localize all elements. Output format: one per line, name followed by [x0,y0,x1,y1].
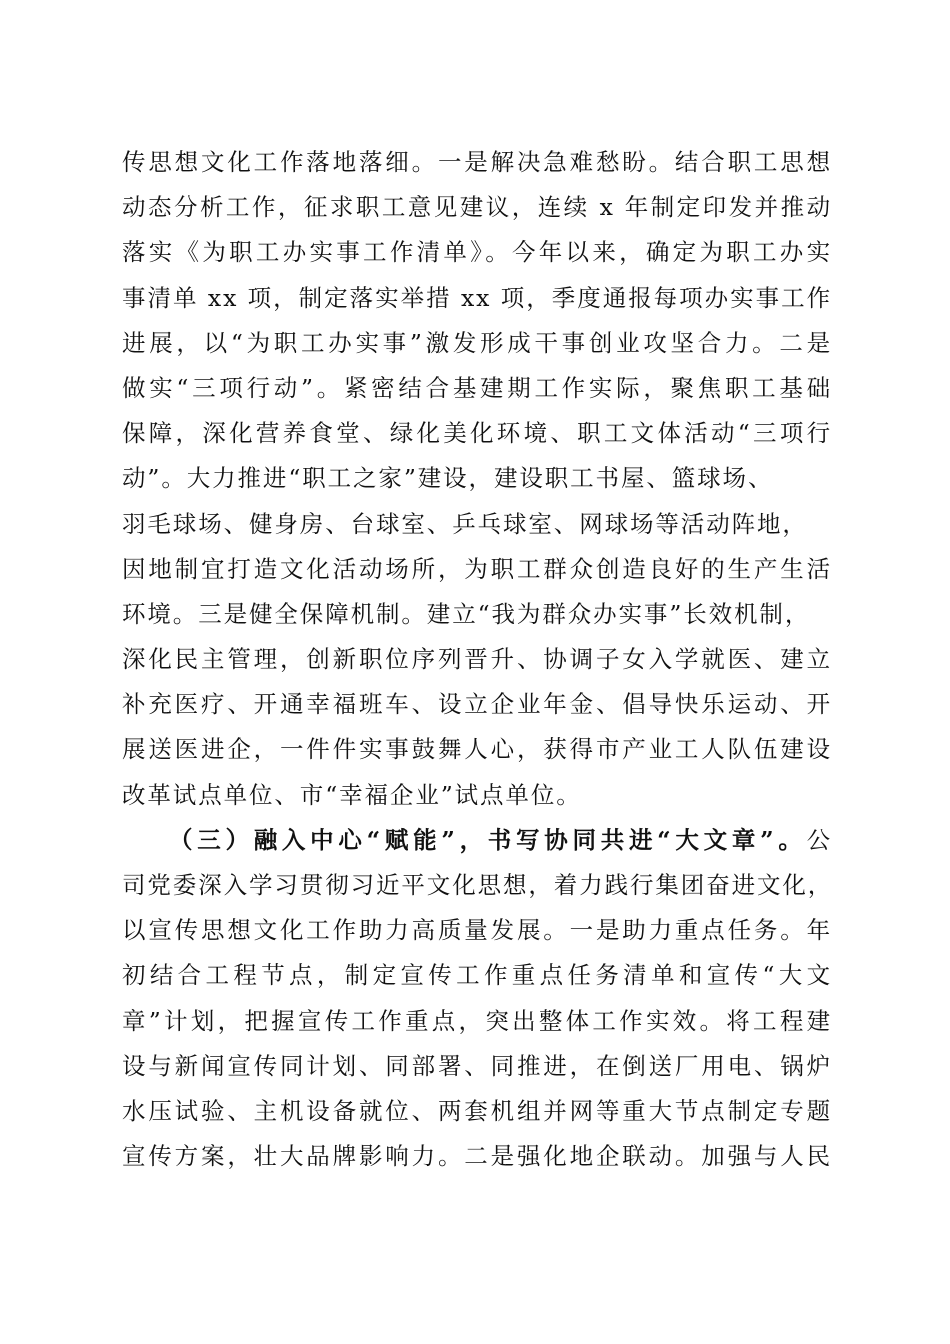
paragraph-line: 深化民主管理，创新职位序列晋升、协调子女入学就医、建立 [122,645,832,674]
section-heading: （三）融入中心“赋能”，书写协同共进“大文章”。 [169,825,807,854]
paragraph-line: 改革试点单位、市“幸福企业”试点单位。 [122,780,582,809]
paragraph-line: 落实《为职工办实事工作清单》。今年以来，确定为职工办实 [122,238,832,267]
document-body [122,140,832,1179]
paragraph-line: 因地制宜打造文化活动场所，为职工群众创造良好的生产生活 [122,554,832,583]
section-heading-tail: 公 [806,825,832,854]
paragraph-line: 事清单 xx 项，制定落实举措 xx 项，季度通报每项办实事工作 [122,283,832,312]
paragraph-line: 动”。大力推进“职工之家”建设，建设职工书屋、篮球场、 [122,464,774,493]
section-heading-line [122,818,832,863]
paragraph-line: 做实“三项行动”。紧密结合基建期工作实际，聚焦职工基础 [122,373,832,402]
paragraph-line: 保障，深化营养食堂、绿化美化环境、职工文体活动“三项行 [122,419,832,448]
paragraph-line: 环境。三是健全保障机制。建立“我为群众办实事”长效机制， [122,599,811,628]
paragraph-line: 司党委深入学习贯彻习近平文化思想，着力践行集团奋进文化， [122,871,834,899]
paragraph-line: 初结合工程节点，制定宣传工作重点任务清单和宣传“大文 [122,961,832,990]
paragraph-line: 以宣传思想文化工作助力高质量发展。一是助力重点任务。年 [122,916,832,945]
paragraph-line: 羽毛球场、健身房、台球室、乒乓球室、网球场等活动阵地， [122,509,808,538]
paragraph-line: 展送医进企，一件件实事鼓舞人心，获得市产业工人队伍建设 [122,735,832,764]
paragraph-line: 进展，以“为职工办实事”激发形成干事创业攻坚合力。二是 [122,328,832,357]
paragraph-line: 章”计划，把握宣传工作重点，突出整体工作实效。将工程建 [122,1006,832,1035]
paragraph-line: 设与新闻宣传同计划、同部署、同推进，在倒送厂用电、锅炉 [122,1051,832,1080]
paragraph-line: 水压试验、主机设备就位、两套机组并网等重大节点制定专题 [122,1096,832,1125]
paragraph-line: 宣传方案，壮大品牌影响力。二是强化地企联动。加强与人民 [122,1142,832,1171]
paragraph-line: 动态分析工作，征求职工意见建议，连续 x 年制定印发并推动 [122,193,832,222]
paragraph-line: 补充医疗、开通幸福班车、设立企业年金、倡导快乐运动、开 [122,690,832,719]
paragraph-line: 传思想文化工作落地落细。一是解决急难愁盼。结合职工思想 [122,148,832,176]
